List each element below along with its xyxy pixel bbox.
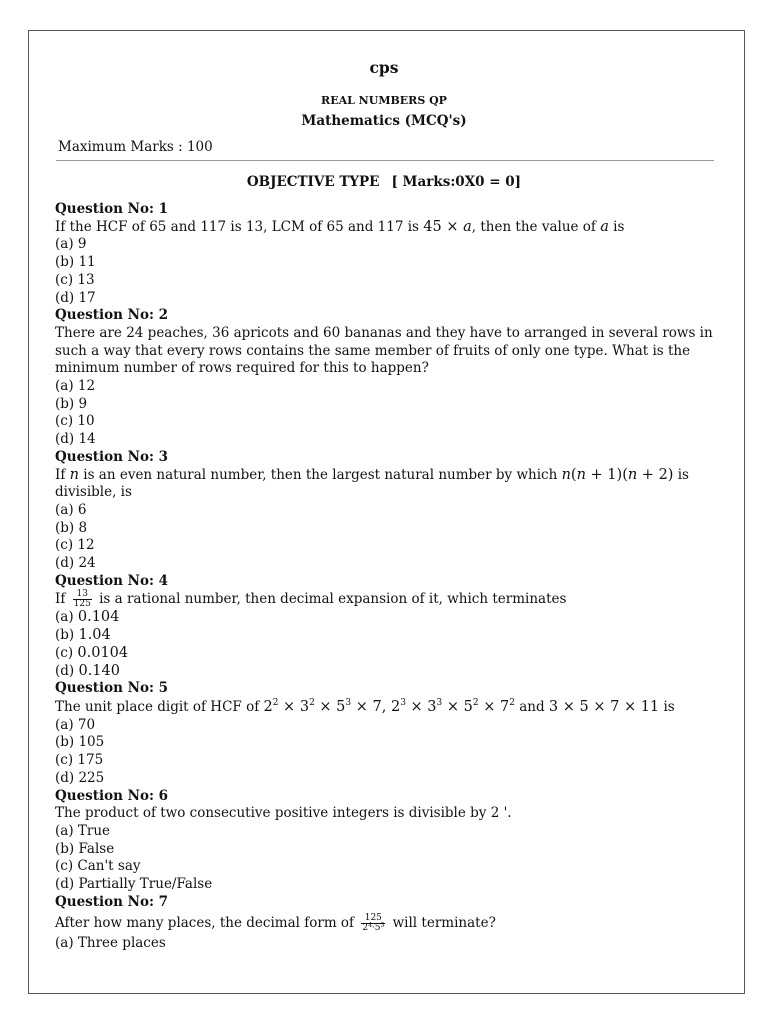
- question-2: [55, 307, 720, 449]
- question-5: [55, 680, 720, 787]
- option-c: (c) 10: [55, 413, 95, 430]
- school-name: cps: [369, 58, 399, 77]
- math-variable: n: [69, 466, 79, 483]
- option-d: (d) 225: [55, 769, 105, 786]
- question-text: The unit place digit of HCF of $2^2 \times 3^2 \times 5^3 \times 7$, $2^3 \times 3^3 \times 5^2 \times 7^2$ and 3 × 5 × 7 × 11 is: [55, 697, 675, 715]
- subject-title: Mathematics (MCQ's): [301, 113, 467, 129]
- question-number: Question No: 4: [55, 572, 169, 589]
- option-b: (b) 11: [55, 254, 96, 271]
- question-number: Question No: 7: [55, 893, 169, 910]
- section-title: OBJECTIVE TYPE: [246, 174, 380, 190]
- question-text: If the HCF of 65 and 117 is 13, LCM of 65 and 117 is 45 × a, then the value of a is: [55, 218, 625, 235]
- option-d: (d) 17: [55, 289, 96, 306]
- option-b: (b) 105: [55, 734, 105, 751]
- question-number: Question No: 6: [55, 787, 169, 804]
- option-a: (a) 0.104: [55, 609, 120, 626]
- question-text: The product of two consecutive positive integers is divisible by 2 '.: [55, 805, 512, 822]
- option-a: (a) Three places: [55, 935, 166, 952]
- option-b: (b) False: [55, 840, 115, 857]
- question-text: There are 24 peaches, 36 apricots and 60 bananas and they have to arranged in several rows in such a way that every rows contains the same member of fruits of only one type. What is the minimum number of rows required for this to happen?: [55, 324, 713, 377]
- option-c: (c) 12: [55, 537, 95, 554]
- fraction: $\frac{125}{2^4\cdot 5^3}$: [362, 913, 385, 934]
- section-marks: [ Marks:0X0 = 0]: [391, 174, 522, 190]
- option-c: (c) 175: [55, 752, 104, 769]
- section-heading: [0, 174, 768, 190]
- question-7: [55, 894, 720, 953]
- question-number: Question No: 2: [55, 307, 169, 324]
- question-text-cont: divisible, is: [55, 484, 132, 501]
- math-expression: $2^2 \times 3^2 \times 5^3 \times 7$, $2^3 \times 3^3 \times 5^2 \times 7^2$: [263, 697, 515, 715]
- option-b: (b) 8: [55, 519, 88, 536]
- math-expression: 45 ×: [423, 218, 464, 235]
- option-a: (a) 9: [55, 236, 87, 253]
- question-number: Question No: 1: [55, 201, 169, 217]
- fraction: $\frac{13}{125}$: [73, 589, 91, 610]
- math-variable: a: [463, 218, 472, 235]
- question-text: After how many places, the decimal form of $\frac{125}{2^4\cdot 5^3}$ will terminate?: [55, 913, 496, 934]
- question-text: If $\frac{13}{125}$ is a rational number, then decimal expansion of it, which terminates: [55, 589, 567, 610]
- paper-type: REAL NUMBERS QP: [321, 94, 447, 107]
- question-list: [55, 201, 720, 953]
- option-a: (a) 6: [55, 501, 87, 518]
- math-expression: n(n + 1)(n + 2): [561, 466, 674, 483]
- question-4: [55, 573, 720, 681]
- option-a: (a) 12: [55, 378, 96, 395]
- divider: [56, 160, 714, 161]
- option-c: (c) 13: [55, 271, 95, 288]
- question-6: [55, 788, 720, 894]
- question-text: If n is an even natural number, then the largest natural number by which n(n + 1)(n + 2) is: [55, 466, 689, 483]
- option-d: (d) 0.140: [55, 662, 120, 679]
- question-number: Question No: 5: [55, 680, 169, 697]
- option-b: (b) 9: [55, 395, 88, 412]
- option-a: (a) True: [55, 822, 111, 839]
- option-d: (d) 24: [55, 555, 96, 572]
- question-1: [55, 201, 720, 307]
- option-c: (c) 0.0104: [55, 644, 129, 661]
- option-d: (d) Partially True/False: [55, 876, 213, 893]
- option-c: (c) Can't say: [55, 858, 141, 875]
- question-number: Question No: 3: [55, 448, 169, 465]
- math-variable: a: [600, 218, 609, 235]
- question-3: [55, 449, 720, 573]
- option-d: (d) 14: [55, 431, 96, 448]
- math-expression: 3 × 5 × 7 × 11: [548, 698, 660, 715]
- option-a: (a) 70: [55, 716, 96, 733]
- option-b: (b) 1.04: [55, 627, 111, 644]
- maximum-marks: Maximum Marks : 100: [58, 139, 213, 155]
